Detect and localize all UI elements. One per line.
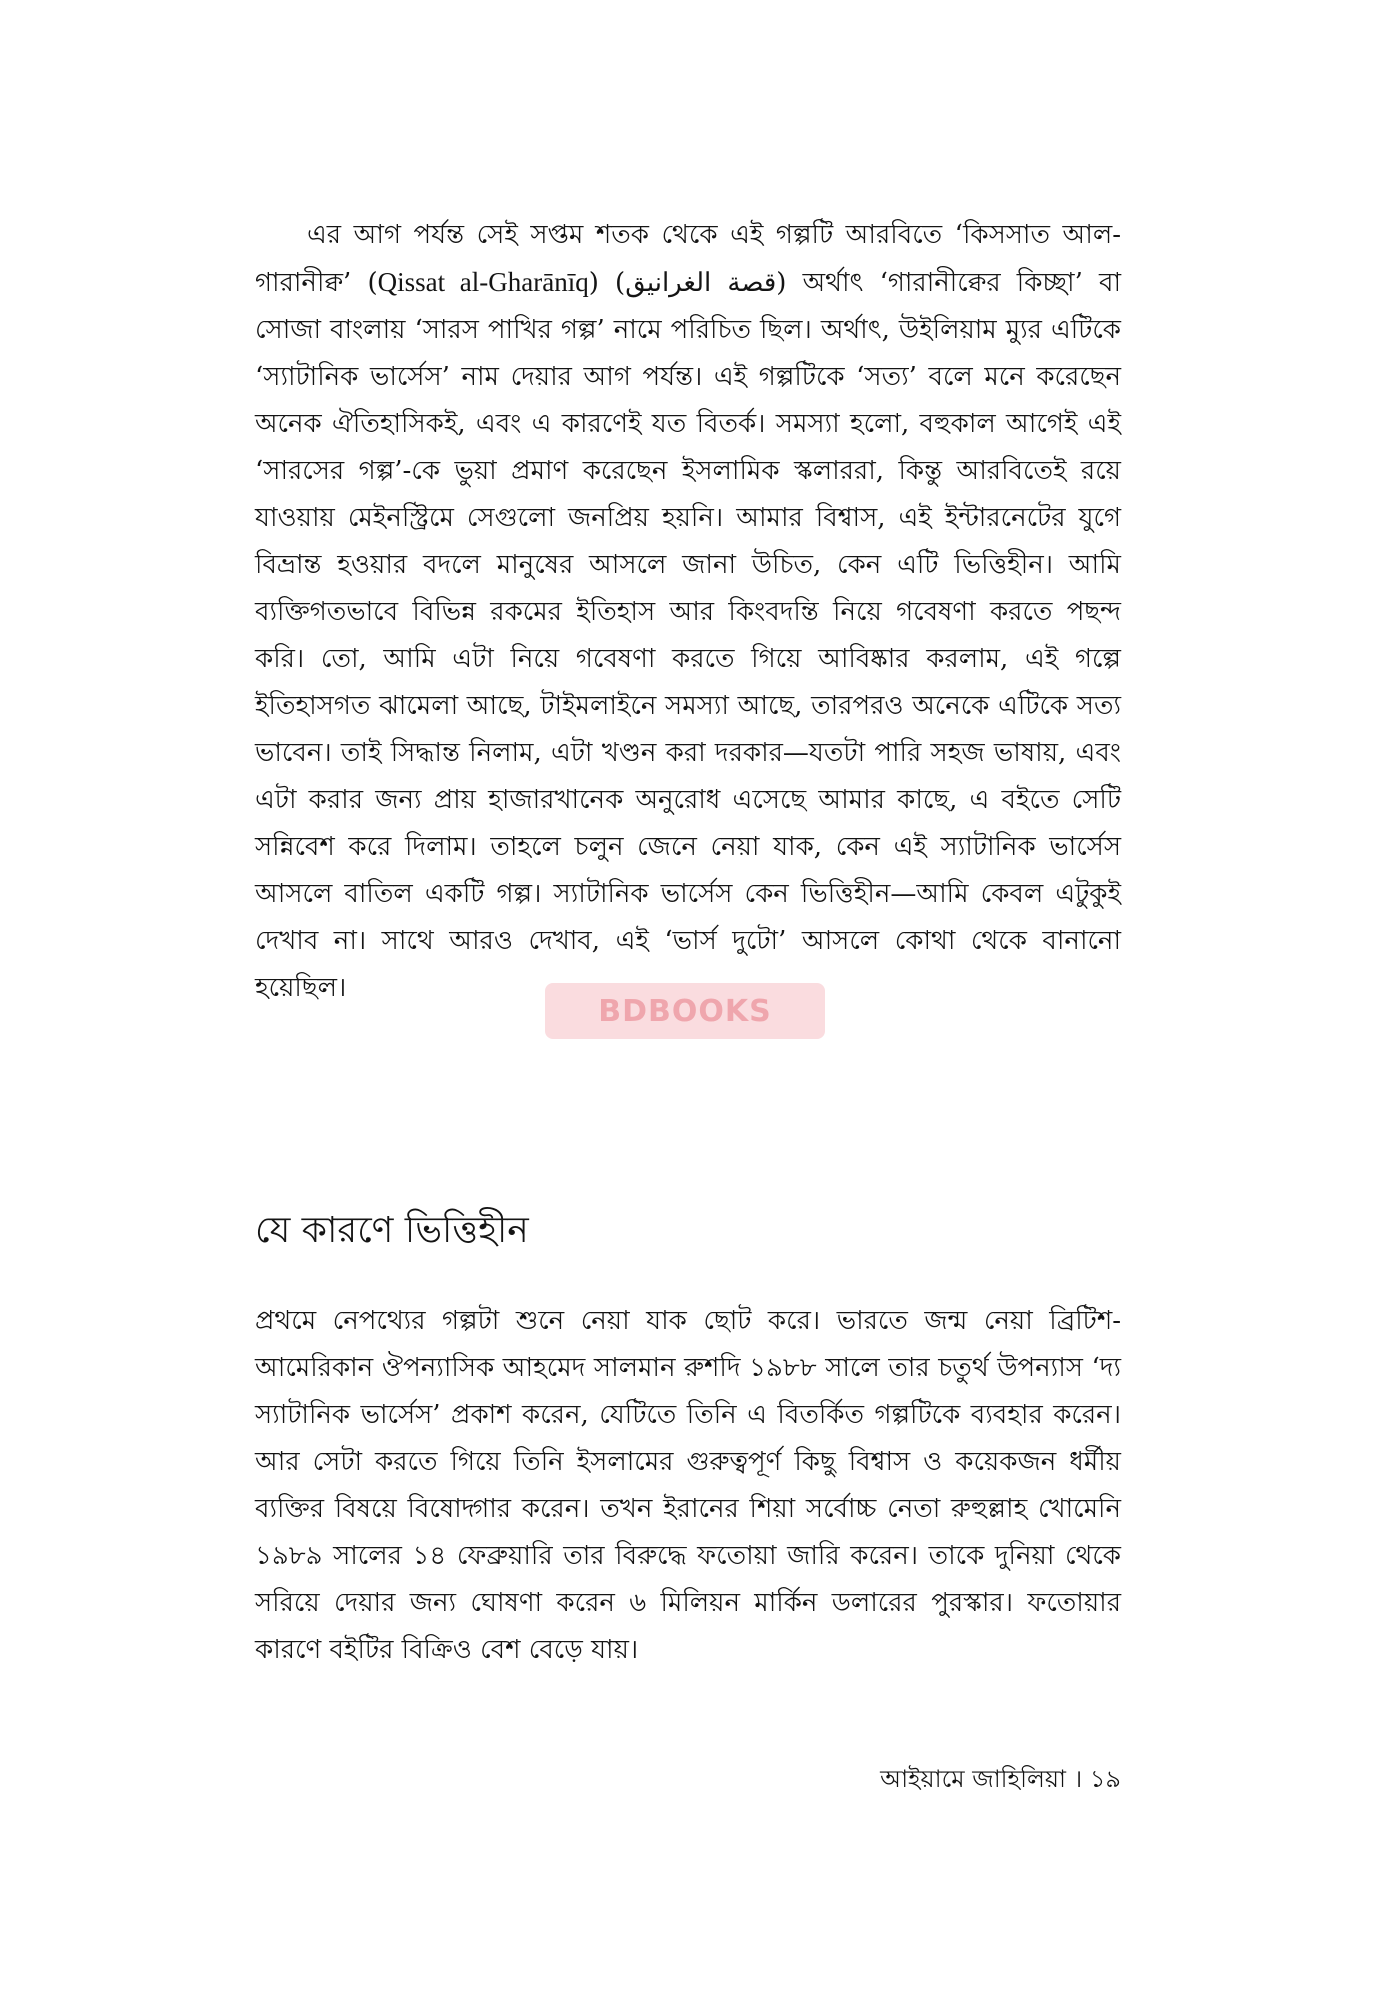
watermark-text: BDBOOKS (598, 993, 772, 1029)
footer-separator: । (1066, 1765, 1090, 1793)
paragraph-intro-text-before: এর আগ পর্যন্ত সেই সপ্তম শতক থেকে এই গল্পটি আরবিতে ‘কিসসাত আল-গারানীক্ব’ (Qissat al-Gharānīq) ( (255, 220, 1121, 298)
latin-transliteration: Qissat al-Gharānīq (377, 267, 589, 297)
arabic-title: قصة الغرانيق (625, 268, 777, 298)
footer-book-title: আইয়ামে জাহিলিয়া (880, 1765, 1066, 1793)
section-heading: যে কারণে ভিত্তিহীন (255, 1210, 529, 1251)
page-number: ১৯ (1089, 1765, 1121, 1793)
paragraph-intro (255, 212, 1121, 1012)
paragraph-background: প্রথমে নেপথ্যের গল্পটা শুনে নেয়া যাক ছোট করে। ভারতে জন্ম নেয়া ব্রিটিশ-আমেরিকান ঔপন্যাসিক আহমেদ সালমান রুশদি ১৯৮৮ সালে তার চতুর্থ উপন্যাস ‘দ্য স্যাটানিক ভার্সেস’ প্রকাশ করেন, যেটিতে তিনি এ বিতর্কিত গল্পটিকে ব্যবহার করেন। আর সেটা করতে গিয়ে তিনি ইসলামের গুরুত্বপূর্ণ কিছু বিশ্বাস ও কয়েকজন ধর্মীয় ব্যক্তির বিষয়ে বিষোদ্গার করেন। তখন ইরানের শিয়া সর্বোচ্চ নেতা রুহুল্লাহ খোমেনি ১৯৮৯ সালের ১৪ ফেব্রুয়ারি তার বিরুদ্ধে ফতোয়া জারি করেন। তাকে দুনিয়া থেকে সরিয়ে দেয়ার জন্য ঘোষণা করেন ৬ মিলিয়ন মার্কিন ডলারের পুরস্কার। ফতোয়ার কারণে বইটির বিক্রিও বেশ বেড়ে যায়। (255, 1306, 1121, 1665)
page-footer (255, 1762, 1121, 1796)
paragraph-intro-text-after: ) অর্থাৎ ‘গারানীক্বের কিচ্ছা’ বা সোজা বাংলায় ‘সারস পাখির গল্প’ নামে পরিচিত ছিল। অর্থাৎ, উইলিয়াম ম্যুর এটিকে ‘স্যাটানিক ভার্সেস’ নাম দেয়ার আগ পর্যন্ত। এই গল্পটিকে ‘সত্য’ বলে মনে করেছেন অনেক ঐতিহাসিকই, এবং এ কারণেই যত বিতর্ক। সমস্যা হলো, বহুকাল আগেই এই ‘সারসের গল্প’-কে ভুয়া প্রমাণ করেছেন ইসলামিক স্কলাররা, কিন্তু আরবিতেই রয়ে যাওয়ায় মেইনস্ট্রিমে সেগুলো জনপ্রিয় হয়নি। আমার বিশ্বাস, এই ইন্টারনেটের যুগে বিভ্রান্ত হওয়ার বদলে মানুষের আসলে জানা উচিত, কেন এটি ভিত্তিহীন। আমি ব্যক্তিগতভাবে বিভিন্ন রকমের ইতিহাস আর কিংবদন্তি নিয়ে গবেষণা করতে পছন্দ করি। তো, আমি এটা নিয়ে গবেষণা করতে গিয়ে আবিষ্কার করলাম, এই গল্পে ইতিহাসগত ঝামেলা আছে, টাইমলাইনে সমস্যা আছে, তারপরও অনেকে এটিকে সত্য ভাবেন। তাই সিদ্ধান্ত নিলাম, এটা খণ্ডন করা দরকার—যতটা পারি সহজ ভাষায়, এবং এটা করার জন্য প্রায় হাজারখানেক অনুরোধ এসেছে আমার কাছে, এ বইতে সেটি সন্নিবেশ করে দিলাম। তাহলে চলুন জেনে নেয়া যাক, কেন এই স্যাটানিক ভার্সেস আসলে বাতিল একটি গল্প। স্যাটানিক ভার্সেস কেন ভিত্তিহীন—আমি কেবল এটুকুই দেখাব না। সাথে আরও দেখাব, এই ‘ভার্স দুটো’ আসলে কোথা থেকে বানানো হয়েছিল। (255, 268, 1122, 1003)
